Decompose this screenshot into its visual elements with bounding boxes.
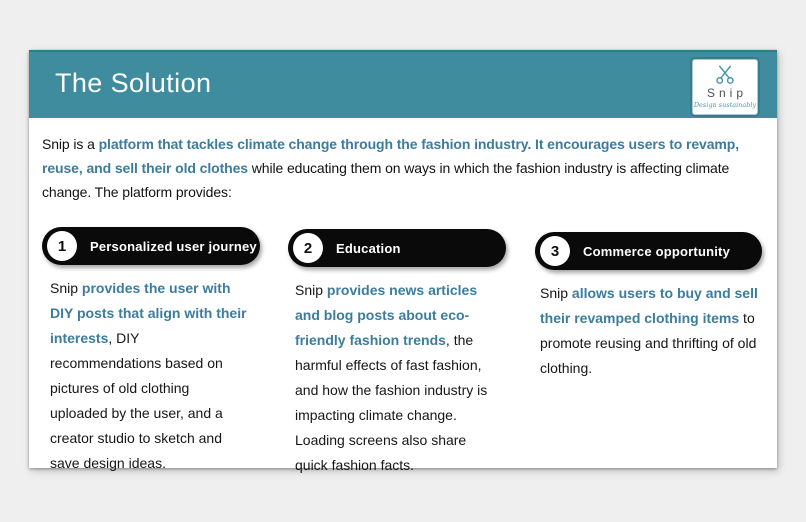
body-text-plain: Snip [50,280,82,296]
body-text-highlight: provides news articles and blog posts about eco-friendly fashion trends [295,282,478,348]
scissors-icon [714,65,736,85]
badge-number: 2 [293,233,323,263]
presentation-slide [29,50,777,473]
body-text-plain-2: , DIY recommendations based on pictures of old clothing uploaded by the user, and a creator studio to sketch and save design ideas. [50,330,223,471]
header-bar [29,50,777,118]
body-text-plain-2: to promote reusing and thrifting of old clothing. [540,310,757,376]
intro-text-plain-2: while educating them on ways in which the fashion industry is affecting climate change. The platform provides: [42,160,730,200]
body-text-plain: Snip [295,282,327,298]
badge-commerce-opportunity [535,232,762,270]
page-title: The Solution [55,68,212,98]
body-text-plain: Snip [540,285,572,301]
badge-number: 3 [540,236,570,266]
badge-personalized-user-journey [42,227,260,265]
badge-label: Education [336,240,401,256]
intro-paragraph [42,132,776,204]
column-body-education [295,278,501,478]
intro-text-plain: Snip is a [42,136,99,152]
body-text-plain-2: , the harmful effects of fast fashion, and how the fashion industry is impacting climate change. Loading screens also share quick fashion facts. [295,332,488,473]
badge-label: Commerce opportunity [583,243,731,259]
logo-name: Snip [706,86,748,100]
badge-number: 1 [47,231,77,261]
logo-tagline: Design sustainably [693,101,757,109]
column-body-personalized [50,276,248,476]
badge-label: Personalized user journey [90,238,257,254]
body-text-highlight: provides the user with DIY posts that align with their interests [50,280,247,346]
intro-text-highlight: platform that tackles climate change through the fashion industry. It encourages users to revamp, reuse, and sell their old clothes [42,136,739,176]
snip-logo [692,59,758,115]
body-text-highlight: allows users to buy and sell their revamped clothing items [540,285,758,326]
badge-education [288,229,506,267]
column-body-commerce [540,281,761,381]
